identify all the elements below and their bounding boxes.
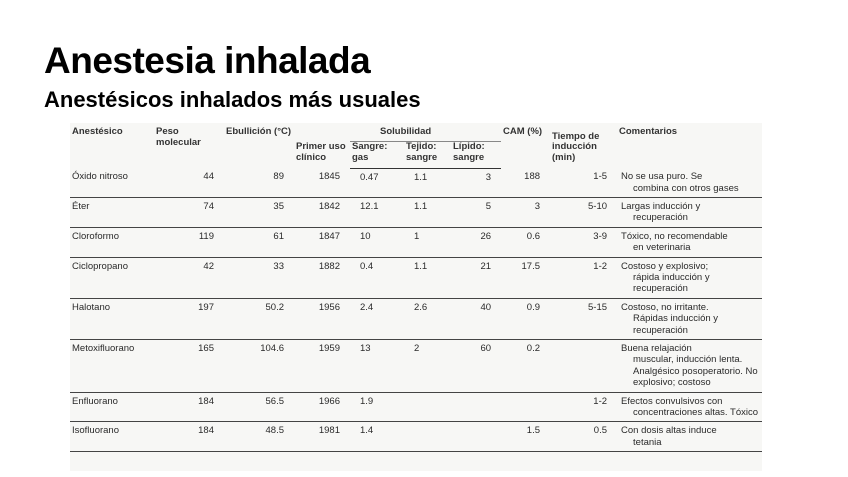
- header-sangre-gas: Sangre: gas: [350, 141, 404, 168]
- lipido-sangre-cell: 5: [451, 198, 501, 228]
- tejido-sangre-cell: 2: [404, 339, 451, 392]
- cam-cell: [501, 392, 550, 422]
- comment-line: No se usa puro. Se: [621, 171, 703, 183]
- tiempo-induccion-cell: 5-15: [550, 298, 617, 339]
- table-row: [70, 257, 762, 298]
- peso-molecular-cell: 197: [154, 298, 224, 339]
- cam-cell: 17.5: [501, 257, 550, 298]
- sangre-gas-cell: 10: [350, 227, 404, 257]
- comment-continuation: en veterinaria: [633, 242, 691, 254]
- comment-continuation: tetania: [633, 436, 662, 448]
- cam-cell: 1.5: [501, 422, 550, 452]
- peso-molecular-cell: 165: [154, 339, 224, 392]
- tejido-sangre-cell: 2.6: [404, 298, 451, 339]
- table-row: [70, 422, 762, 452]
- header-lipido-sangre: Lípido: sangre: [451, 141, 501, 168]
- table-row: [70, 392, 762, 422]
- sangre-gas-cell: 1.9: [350, 392, 404, 422]
- table-row: [70, 298, 762, 339]
- peso-molecular-cell: 184: [154, 392, 224, 422]
- cam-cell: 0.2: [501, 339, 550, 392]
- comentarios-cell: [617, 422, 762, 452]
- comentarios-cell: [617, 257, 762, 298]
- tejido-sangre-cell: [404, 422, 451, 452]
- lipido-sangre-cell: [451, 422, 501, 452]
- comment-continuation: muscular, inducción lenta. Analgésico posoperatorio. No explosivo; costoso: [633, 354, 758, 389]
- tiempo-induccion-cell: 1-2: [550, 392, 617, 422]
- peso-molecular-cell: 119: [154, 227, 224, 257]
- cam-cell: 188: [501, 168, 550, 197]
- header-ebullicion: Ebullición (°C): [226, 126, 292, 137]
- slide-subtitle: Anestésicos inhalados más usuales: [44, 87, 421, 112]
- comment-continuation: rápida inducción y recuperación: [633, 272, 710, 295]
- anesthetic-name: Isofluorano: [70, 422, 154, 452]
- table-row: [70, 168, 762, 197]
- tejido-sangre-cell: [404, 392, 451, 422]
- header-tejido-sangre: Tejido: sangre: [404, 141, 451, 168]
- tiempo-induccion-cell: 1-5: [550, 168, 617, 197]
- lipido-sangre-cell: 60: [451, 339, 501, 392]
- ebullicion-cell: 48.5: [224, 422, 294, 452]
- anesthetic-name: Óxido nitroso: [70, 168, 154, 197]
- anesthetic-name: Cloroformo: [70, 227, 154, 257]
- tiempo-induccion-cell: 1-2: [550, 257, 617, 298]
- header-primer-uso: Primer uso clínico: [296, 141, 346, 164]
- peso-molecular-cell: 44: [154, 168, 224, 197]
- peso-molecular-cell: 184: [154, 422, 224, 452]
- comment-line: Con dosis altas induce: [621, 425, 717, 437]
- lipido-sangre-cell: 26: [451, 227, 501, 257]
- header-peso-molecular: Peso molecular: [156, 126, 201, 148]
- header-comentarios: Comentarios: [619, 126, 678, 137]
- peso-molecular-cell: 42: [154, 257, 224, 298]
- tiempo-induccion-cell: 5-10: [550, 198, 617, 228]
- anesthetics-table: [70, 123, 762, 452]
- header-solubilidad: Solubilidad: [350, 123, 501, 141]
- comment-line: Buena relajación: [621, 342, 692, 354]
- ebullicion-cell: 56.5: [224, 392, 294, 422]
- comentarios-cell: [617, 198, 762, 228]
- comment-continuation: Rápidas inducción y recuperación: [633, 313, 719, 336]
- sangre-gas-cell: 0.47: [350, 168, 404, 197]
- anesthetic-name: Éter: [70, 198, 154, 228]
- lipido-sangre-cell: 3: [451, 168, 501, 197]
- ebullicion-cell: 61: [224, 227, 294, 257]
- comment-continuation: recuperación: [633, 212, 688, 224]
- header-cam: CAM (%): [503, 126, 543, 137]
- table-row: [70, 227, 762, 257]
- primer-uso-cell: 1959: [294, 339, 350, 392]
- ebullicion-cell: 33: [224, 257, 294, 298]
- lipido-sangre-cell: 40: [451, 298, 501, 339]
- tiempo-induccion-cell: 3-9: [550, 227, 617, 257]
- cam-cell: 0.6: [501, 227, 550, 257]
- table-row: [70, 198, 762, 228]
- sangre-gas-cell: 13: [350, 339, 404, 392]
- comentarios-cell: [617, 392, 762, 422]
- comment-line: Efectos convulsivos con: [621, 395, 723, 407]
- ebullicion-cell: 104.6: [224, 339, 294, 392]
- primer-uso-cell: 1981: [294, 422, 350, 452]
- sangre-gas-cell: 0.4: [350, 257, 404, 298]
- tejido-sangre-cell: 1: [404, 227, 451, 257]
- sangre-gas-cell: 12.1: [350, 198, 404, 228]
- comment-line: Largas inducción y: [621, 201, 701, 213]
- sangre-gas-cell: 2.4: [350, 298, 404, 339]
- primer-uso-cell: 1845: [294, 168, 350, 197]
- sangre-gas-cell: 1.4: [350, 422, 404, 452]
- comment-line: Costoso, no irritante.: [621, 301, 709, 313]
- anesthetic-name: Ciclopropano: [70, 257, 154, 298]
- tejido-sangre-cell: 1.1: [404, 257, 451, 298]
- lipido-sangre-cell: 21: [451, 257, 501, 298]
- anesthetic-name: Enfluorano: [70, 392, 154, 422]
- comment-line: Costoso y explosivo;: [621, 260, 709, 272]
- ebullicion-cell: 50.2: [224, 298, 294, 339]
- ebullicion-cell: 35: [224, 198, 294, 228]
- cam-cell: 0.9: [501, 298, 550, 339]
- comentarios-cell: [617, 168, 762, 197]
- table-row: [70, 339, 762, 392]
- anesthetic-name: Halotano: [70, 298, 154, 339]
- tejido-sangre-cell: 1.1: [404, 198, 451, 228]
- cam-cell: 3: [501, 198, 550, 228]
- header-tiempo-induccion: Tiempo de inducción (min): [552, 130, 600, 164]
- tiempo-induccion-cell: [550, 339, 617, 392]
- header-anestesico: Anestésico: [72, 126, 123, 137]
- lipido-sangre-cell: [451, 392, 501, 422]
- primer-uso-cell: 1966: [294, 392, 350, 422]
- comment-line: Tóxico, no recomendable: [621, 230, 728, 242]
- comentarios-cell: [617, 339, 762, 392]
- comment-continuation: concentraciones altas. Tóxico: [633, 406, 758, 418]
- primer-uso-cell: 1882: [294, 257, 350, 298]
- tejido-sangre-cell: 1.1: [404, 168, 451, 197]
- peso-molecular-cell: 74: [154, 198, 224, 228]
- comentarios-cell: [617, 298, 762, 339]
- ebullicion-cell: 89: [224, 168, 294, 197]
- anesthetic-name: Metoxifluorano: [70, 339, 154, 392]
- slide-title: Anestesia inhalada: [44, 40, 371, 81]
- primer-uso-cell: 1842: [294, 198, 350, 228]
- primer-uso-cell: 1956: [294, 298, 350, 339]
- anesthetics-table-image: [70, 123, 762, 471]
- comentarios-cell: [617, 227, 762, 257]
- comment-continuation: combina con otros gases: [633, 182, 739, 194]
- tiempo-induccion-cell: 0.5: [550, 422, 617, 452]
- primer-uso-cell: 1847: [294, 227, 350, 257]
